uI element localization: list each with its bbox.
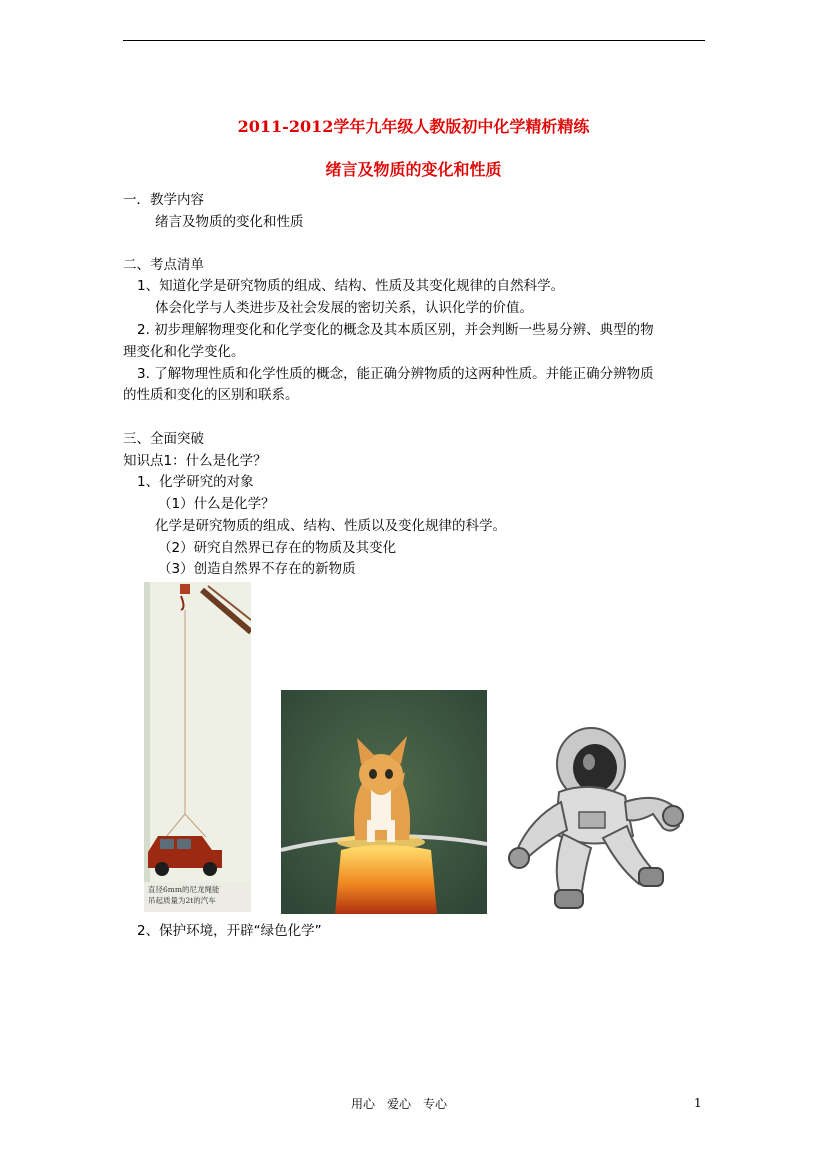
section1-content: 绪言及物质的变化和性质 (155, 214, 304, 230)
knowledge-point-1: 知识点1：什么是化学？ (123, 453, 267, 469)
section2-item2-line1: 2. 初步理解物理变化和化学变化的概念及其本质区别，并会判断一些易分辨、典型的物 (137, 322, 654, 338)
subsection-2: 2、保护环境，开辟“绿色化学” (137, 923, 322, 939)
document-title: 2011-2012学年九年级人教版初中化学精析精练 (237, 117, 590, 136)
question-1: （1）什么是化学？ (158, 496, 275, 512)
astronaut-photo (503, 722, 687, 914)
page-number: 1 (694, 1096, 702, 1110)
section3-heading: 三、全面突破 (123, 431, 204, 447)
section2-item2-line2: 理变化和化学变化。 (123, 344, 245, 360)
question-2: （2）研究自然界已存在的物质及其变化 (158, 540, 397, 556)
crane-photo-caption-line2: 吊起质量为2t的汽车 (148, 896, 216, 905)
crane-photo-caption-line1: 直径6mm的尼龙绳能 (148, 885, 220, 894)
document-subtitle: 绪言及物质的变化和性质 (325, 160, 502, 179)
question-1-answer: 化学是研究物质的组成、结构、性质以及变化规律的科学。 (155, 518, 506, 534)
section2-item3-line2: 的性质和变化的区别和联系。 (123, 387, 299, 403)
header-rule (123, 40, 705, 41)
footer-motto: 用心 爱心 专心 (351, 1097, 448, 1111)
section2-item1-line2: 体会化学与人类进步及社会发展的密切关系，认识化学的价值。 (155, 300, 533, 316)
question-3: （3）创造自然界不存在的新物质 (158, 561, 356, 577)
kitten-flame-photo (281, 690, 487, 914)
section1-heading: 一．教学内容 (123, 192, 204, 208)
section2-item3-line1: 3. 了解物理性质和化学性质的概念，能正确分辨物质的这两种性质。并能正确分辨物质 (137, 366, 654, 382)
subsection-1: 1、化学研究的对象 (137, 474, 254, 490)
section2-heading: 二、考点清单 (123, 257, 204, 273)
section2-item1-line1: 1、知道化学是研究物质的组成、结构、性质及其变化规律的自然科学。 (137, 278, 565, 294)
crane-car-photo (144, 582, 251, 912)
